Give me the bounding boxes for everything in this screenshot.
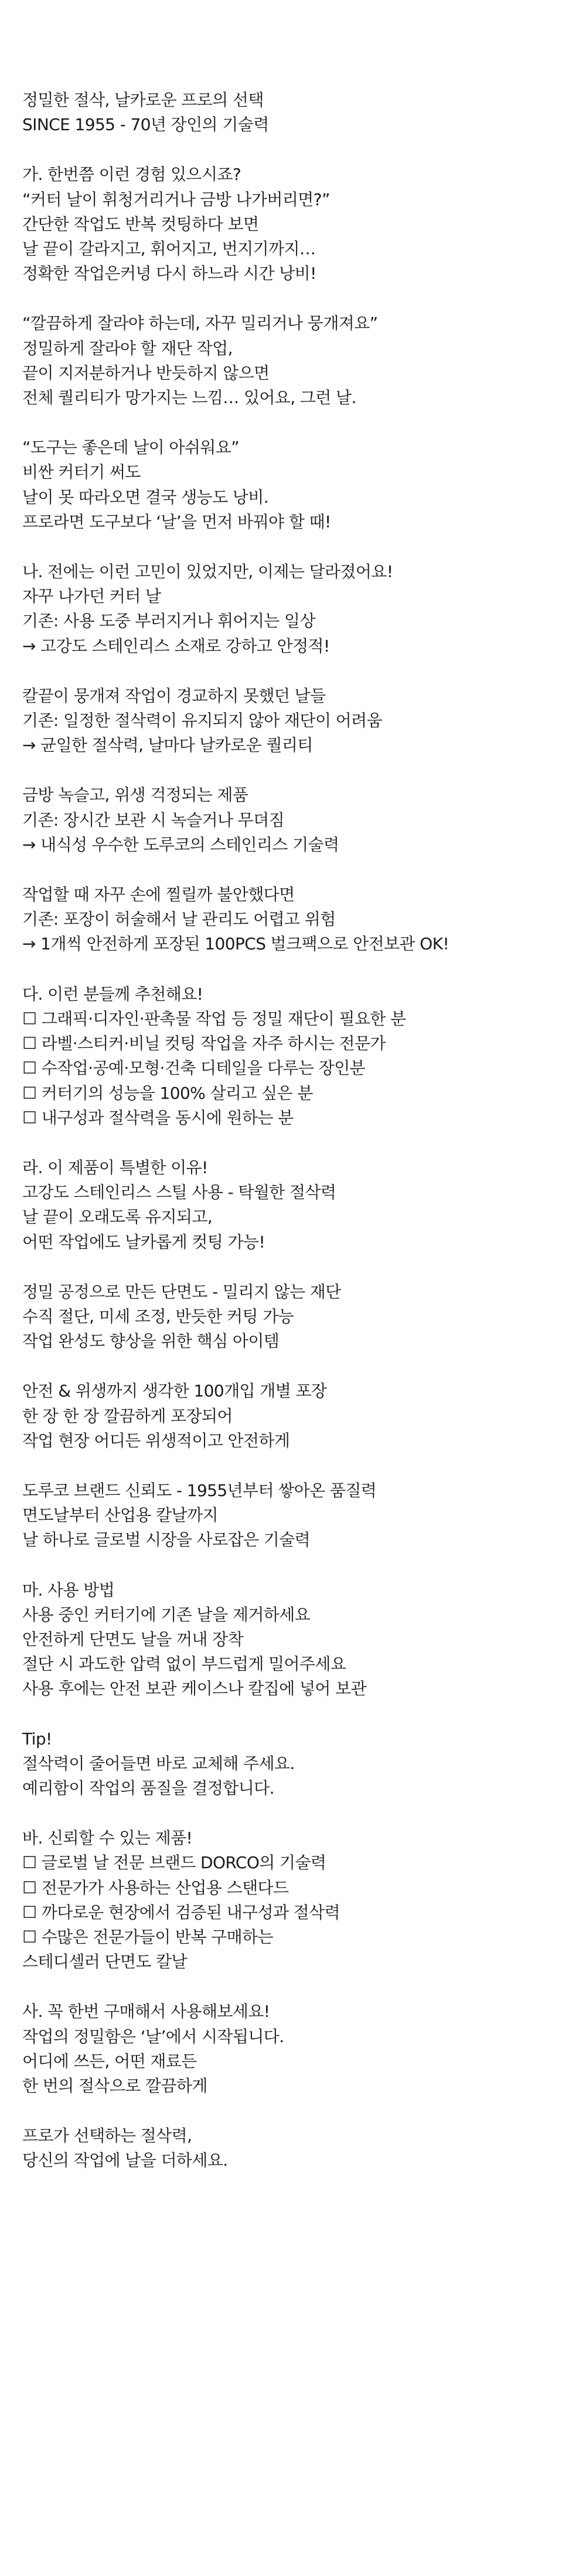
text-line: 끝이 지저분하거나 반듯하지 않으면: [22, 363, 270, 383]
text-line: ☐ 글로벌 날 전문 브랜드 DORCO의 기술력: [22, 1853, 326, 1873]
text-line: ☐ 전문가가 사용하는 산업용 스탠다드: [22, 1878, 289, 1897]
text-line: SINCE 1955 - 70년 장인의 기술력: [22, 115, 269, 135]
text-line: 정밀 공정으로 만든 단면도 - 밀리지 않는 재단: [22, 1282, 341, 1301]
text-line: 가. 한번쯤 이런 경험 있으시죠?: [22, 165, 241, 185]
text-line: 마. 사용 방법: [22, 1580, 115, 1600]
text-line: 한 장 한 장 깔끔하게 포장되어: [22, 1406, 233, 1426]
text-line: 작업할 때 자꾸 손에 찔릴까 불안했다면: [22, 885, 295, 905]
text-line: ☐ 수작업·공예·모형·건축 디테일을 다루는 장인분: [22, 1058, 366, 1078]
text-line: 날이 못 따라오면 결국 생능도 낭비.: [22, 487, 269, 507]
section-na4: [22, 882, 586, 957]
text-line: 자꾸 나가던 커터 날: [22, 587, 161, 606]
text-line: → 고강도 스테인리스 소재로 강하고 안정적!: [22, 636, 330, 656]
text-line: 작업 완성도 향상을 위한 핵심 아이템: [22, 1331, 280, 1351]
text-line: 비싼 커터기 써도: [22, 462, 141, 482]
text-line: 간단한 작업도 반복 컷팅하다 보면: [22, 214, 259, 234]
text-line: ☐ 까다로운 현장에서 검증된 내구성과 절삭력: [22, 1902, 340, 1922]
text-line: 날 하나로 글로벌 시장을 사로잡은 기술력: [22, 1530, 311, 1550]
text-line: ☐ 수많은 전문가들이 반복 구매하는: [22, 1927, 273, 1947]
section-sa: [22, 1999, 586, 2098]
section-outro: [22, 2124, 586, 2173]
text-line: 스테디셀러 단면도 칼날: [22, 1952, 188, 1972]
text-line: 도루코 브랜드 신뢰도 - 1955년부터 쌓아온 품질력: [22, 1480, 377, 1500]
text-line: 프로라면 도구보다 ‘날’을 먼저 바꿔야 할 때!: [22, 512, 331, 531]
text-line: Tip!: [22, 1729, 52, 1749]
text-line: 절단 시 과도한 압력 없이 부드럽게 밀어주세요: [22, 1654, 346, 1674]
section-tip: [22, 1727, 586, 1801]
text-line: → 내식성 우수한 도루코의 스테인리스 기술력: [22, 834, 339, 854]
text-line: 기존: 사용 도중 부러지거나 휘어지는 일상: [22, 611, 315, 631]
text-line: “커터 날이 휘청거리거나 금방 나가버리면?”: [22, 189, 330, 209]
text-line: → 균일한 절삭력, 날마다 날카로운 퀄리티: [22, 735, 313, 755]
text-line: 면도날부터 산업용 칼날까지: [22, 1505, 218, 1525]
section-ba: [22, 1826, 586, 1974]
text-line: 기존: 포장이 허술해서 날 관리도 어렵고 위험: [22, 909, 336, 929]
section-na3: [22, 783, 586, 857]
text-line: 예리함이 작업의 품질을 결정합니다.: [22, 1778, 274, 1798]
section-ra4: [22, 1478, 586, 1553]
section-na: [22, 560, 586, 659]
text-line: 라. 이 제품이 특별한 이유!: [22, 1157, 208, 1177]
text-line: 절삭력이 줄어들면 바로 교체해 주세요.: [22, 1753, 295, 1773]
text-line: 프로가 선택하는 절삭력,: [22, 2126, 192, 2146]
text-line: 나. 전에는 이런 고민이 있었지만, 이제는 달라졌어요!: [22, 562, 393, 582]
text-line: 칼끝이 뭉개져 작업이 경교하지 못했던 날들: [22, 686, 326, 706]
section-intro: [22, 88, 586, 137]
text-line: 고강도 스테인리스 스틸 사용 - 탁월한 절삭력: [22, 1183, 336, 1202]
text-line: 기존: 장시간 보관 시 녹슬거나 무뎌짐: [22, 810, 285, 830]
text-line: 어디에 쓰든, 어떤 재료든: [22, 2051, 197, 2071]
text-line: 날 끝이 오래도록 유지되고,: [22, 1207, 213, 1227]
text-line: ☐ 라벨·스티커·비닐 컷팅 작업을 자주 하시는 전문가: [22, 1034, 386, 1054]
section-ma: [22, 1578, 586, 1702]
text-line: 수직 절단, 미세 조정, 반듯한 커팅 가능: [22, 1306, 294, 1326]
text-line: 정밀하게 잘라야 할 재단 작업,: [22, 338, 233, 358]
section-ga3: [22, 435, 586, 534]
text-line: ☐ 커터기의 성능을 100% 살리고 싶은 분: [22, 1083, 313, 1103]
text-line: 금방 녹슬고, 위생 걱정되는 제품: [22, 785, 248, 805]
section-ga: [22, 162, 586, 286]
text-line: 사용 후에는 안전 보관 케이스나 칼집에 넣어 보관: [22, 1679, 367, 1699]
text-line: 날 끝이 갈라지고, 휘어지고, 번지기까지…: [22, 239, 316, 259]
text-line: 한 번의 절삭으로 깔끔하게: [22, 2076, 207, 2095]
text-line: 안전 & 위생까지 생각한 100개입 개별 포장: [22, 1381, 327, 1401]
text-line: 사. 꼭 한번 구매해서 사용해보세요!: [22, 2002, 270, 2022]
text-line: 작업 현장 어디든 위생적이고 안전하게: [22, 1430, 290, 1450]
text-line: 전체 퀄리티가 망가지는 느낌… 있어요, 그런 날.: [22, 388, 356, 408]
text-line: 사용 중인 커터기에 기존 날을 제거하세요: [22, 1604, 311, 1624]
section-ga2: [22, 311, 586, 410]
text-line: → 1개씩 안전하게 포장된 100PCS 벌크팩으로 안전보관 OK!: [22, 934, 449, 954]
text-line: ☐ 그래픽·디자인·판촉물 작업 등 정밀 재단이 필요한 분: [22, 1008, 406, 1028]
text-line: 다. 이런 분들께 추천해요!: [22, 984, 203, 1004]
text-line: 안전하게 단면도 날을 꺼내 장착: [22, 1629, 244, 1649]
text-line: 바. 신뢰할 수 있는 제품!: [22, 1828, 193, 1848]
section-na2: [22, 684, 586, 758]
text-line: 정확한 작업은커녕 다시 하느라 시간 낭비!: [22, 264, 316, 284]
section-da: [22, 982, 586, 1130]
section-ra3: [22, 1379, 586, 1453]
text-line: “깔끔하게 잘라야 하는데, 자꾸 밀리거나 뭉개져요”: [22, 314, 378, 333]
text-line: 정밀한 절삭, 날카로운 프로의 선택: [22, 90, 264, 110]
text-line: ☐ 내구성과 절삭력을 동시에 원하는 분: [22, 1108, 294, 1127]
text-line: 당신의 작업에 날을 더하세요.: [22, 2151, 228, 2170]
text-line: “도구는 좋은데 날이 아쉬워요”: [22, 438, 240, 458]
section-ra2: [22, 1280, 586, 1354]
section-ra: [22, 1156, 586, 1255]
text-line: 어떤 작업에도 날카롭게 컷팅 가능!: [22, 1232, 265, 1252]
text-line: 작업의 정밀함은 ‘날’에서 시작됩니다.: [22, 2026, 284, 2046]
text-line: 기존: 일정한 절삭력이 유지되지 않아 재단이 어려움: [22, 711, 383, 731]
